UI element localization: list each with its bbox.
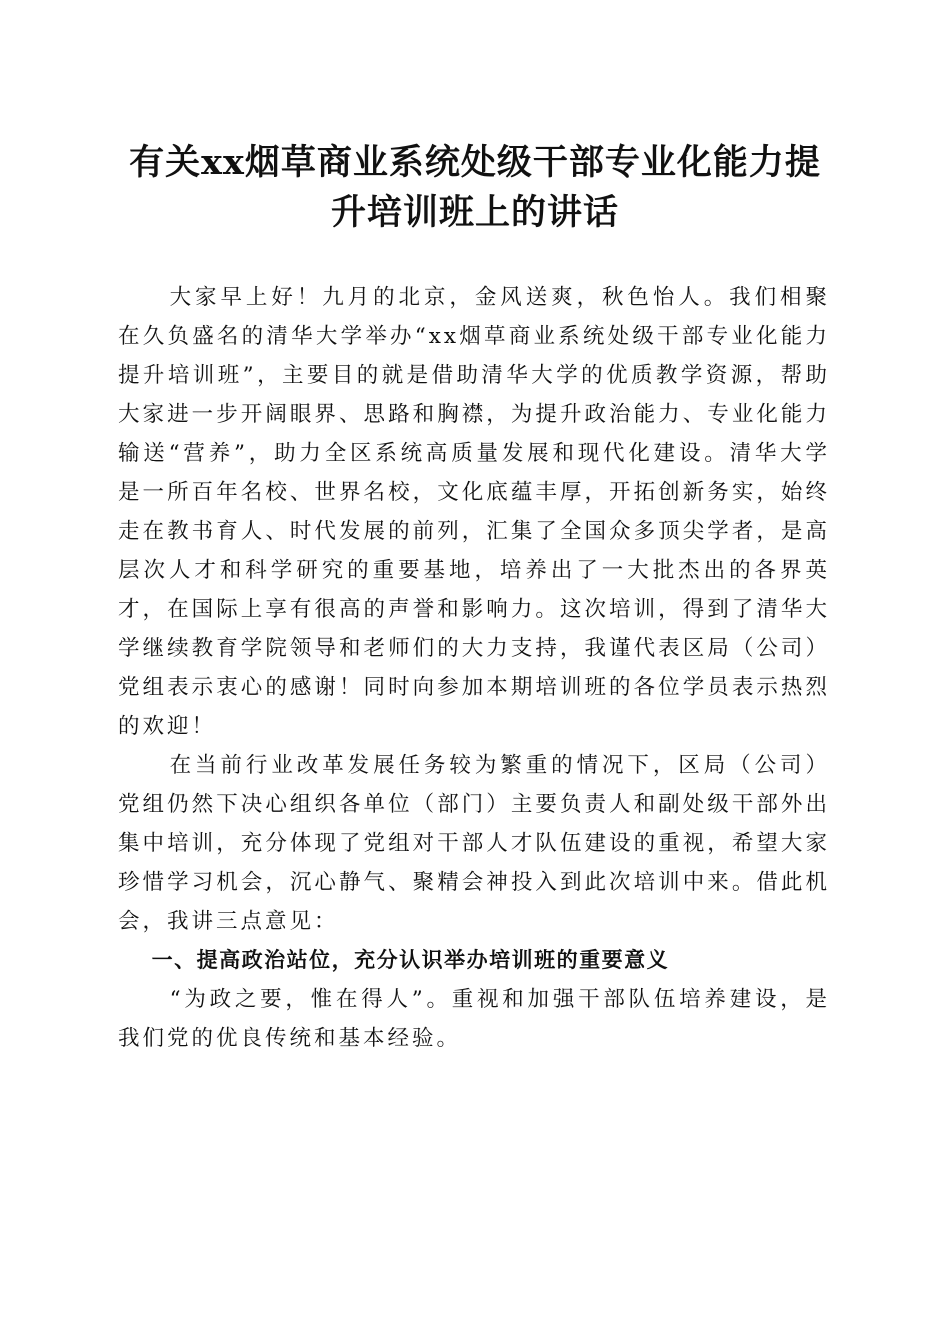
title-line-2: 升培训班上的讲话 <box>330 192 619 233</box>
section-heading-1: 一、提高政治站位，充分认识举办培训班的重要意义 <box>151 948 670 972</box>
paragraph-section-1: “为政之要，惟在得人”。重视和加强干部队伍培养建设，是我们党的优良传统和基本经验。 <box>118 987 830 1051</box>
document-body <box>118 278 830 1058</box>
paragraph-opening: 大家早上好！九月的北京，金风送爽，秋色怡人。我们相聚在久负盛名的清华大学举办“xx烟草商业系统处级干部专业化能力提升培训班”，主要目的就是借助清华大学的优质教学资源，帮助大家进一步开阔眼界、思路和胸襟，为提升政治能力、专业化能力输送“营养”，助力全区系统高质量发展和现代化建设。清华大学是一所百年名校、世界名校，文化底蕴丰厚，开拓创新务实，始终走在教书育人、时代发展的前列，汇集了全国众多顶尖学者，是高层次人才和科学研究的重要基地，培养出了一大批杰出的各界英才，在国际上享有很高的声誉和影响力。这次培训，得到了清华大学继续教育学院领导和老师们的大力支持，我谨代表区局（公司）党组表示衷心的感谢！同时向参加本期培训班的各位学员表示热烈的欢迎！ <box>118 285 830 739</box>
document-title <box>110 138 840 238</box>
paragraph-context: 在当前行业改革发展任务较为繁重的情况下，区局（公司）党组仍然下决心组织各单位（部门）主要负责人和副处级干部外出集中培训，充分体现了党组对干部人才队伍建设的重视，希望大家珍惜学习机会，沉心静气、聚精会神投入到此次培训中来。借此机会，我讲三点意见： <box>118 753 830 934</box>
title-line-1: 有关xx烟草商业系统处级干部专业化能力提 <box>129 142 821 183</box>
